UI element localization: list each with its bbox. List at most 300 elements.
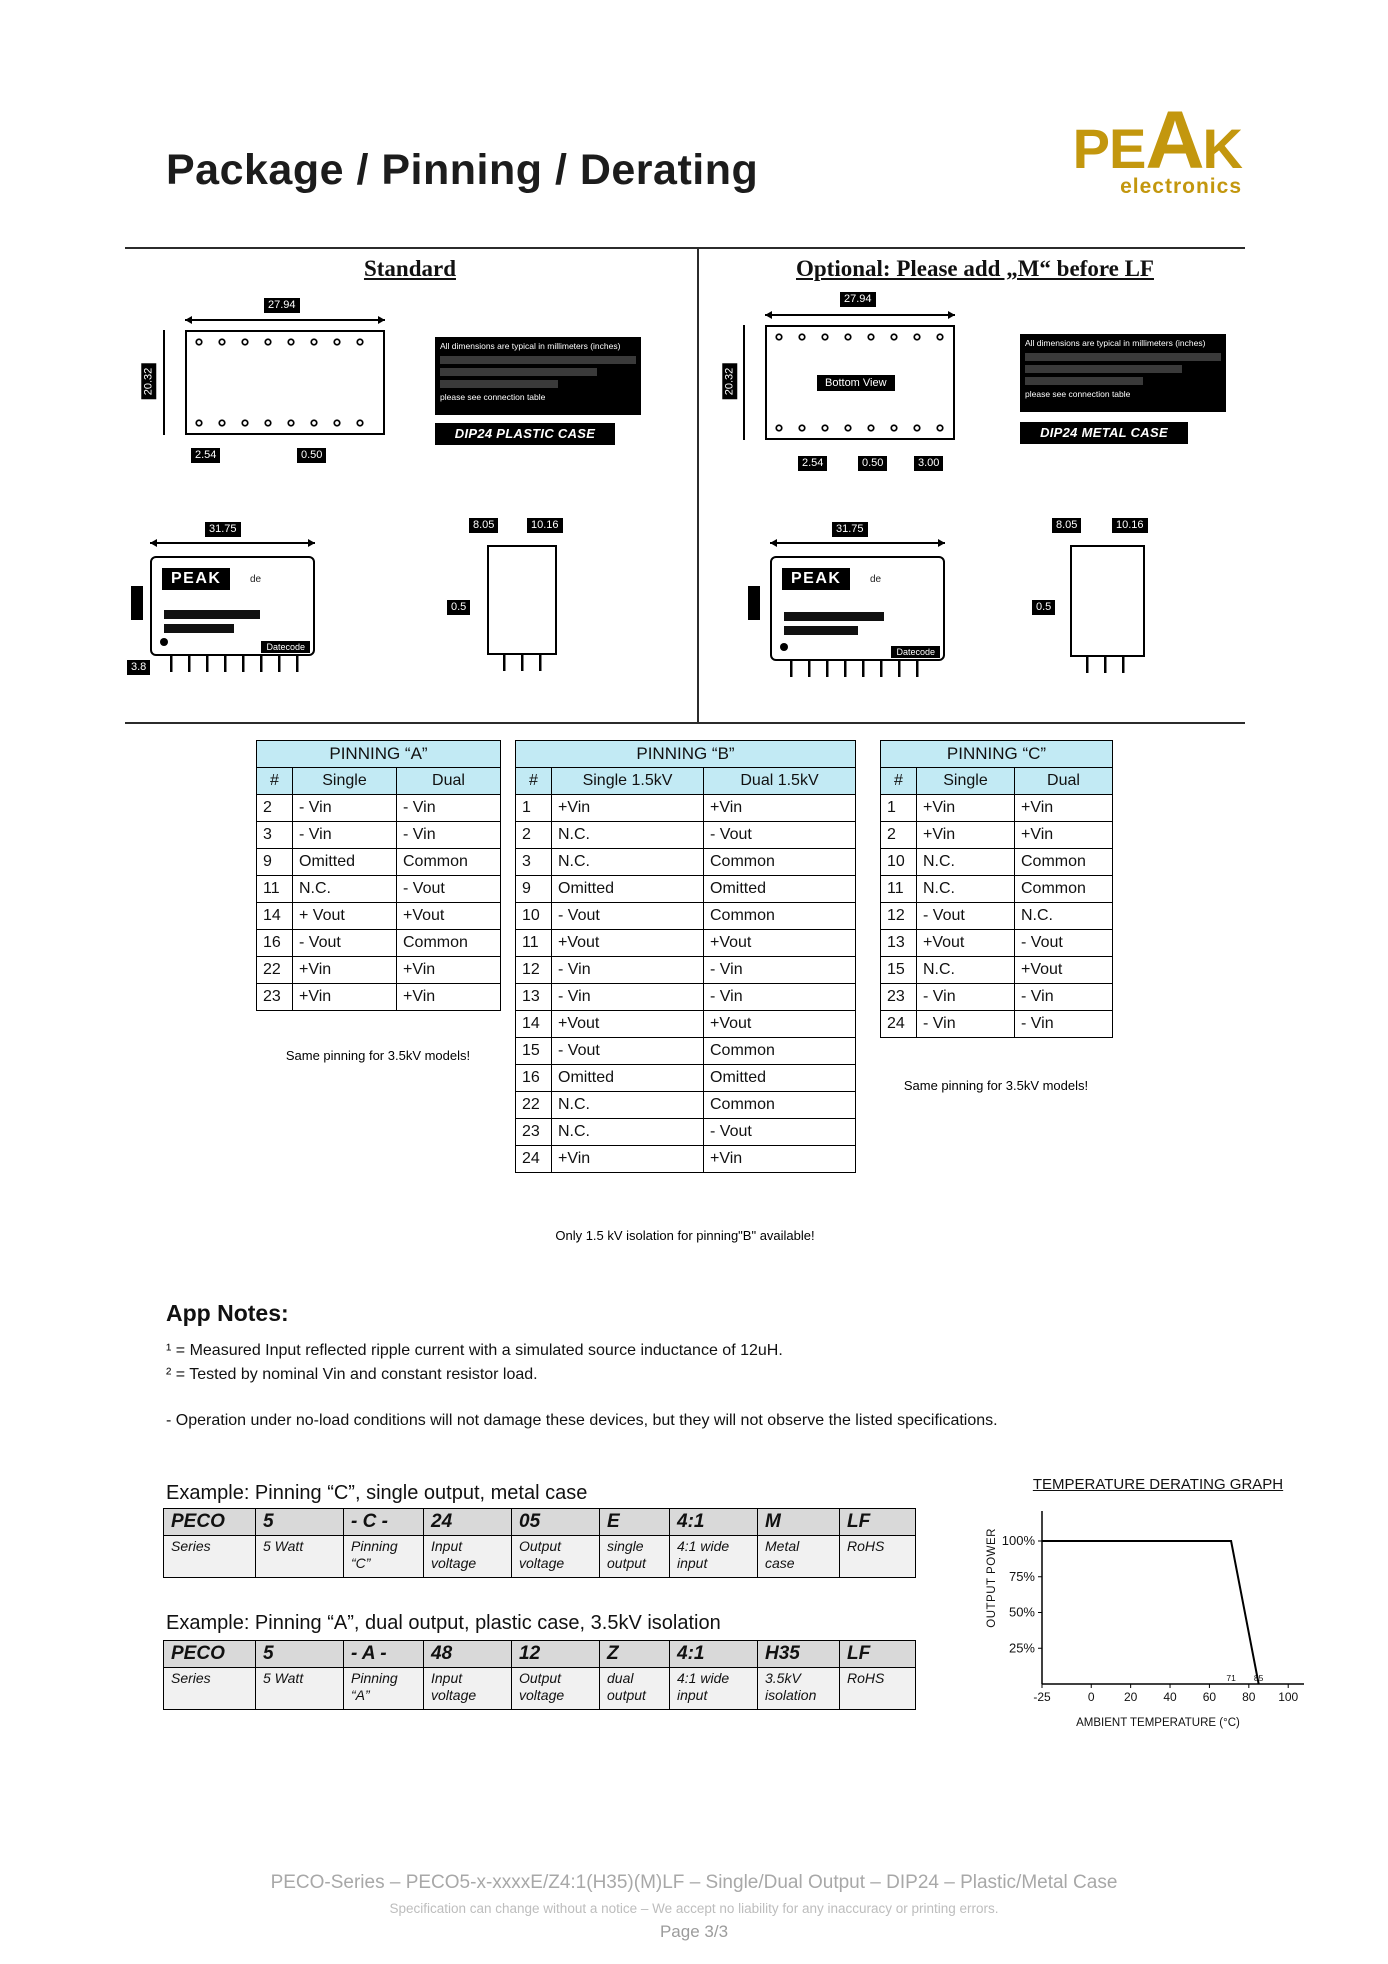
single-cell: N.C.: [552, 1119, 704, 1146]
dual-cell: +Vout: [704, 930, 856, 957]
example-1-table: [163, 1508, 916, 1578]
dim-label: 31.75: [205, 522, 241, 537]
single-cell: N.C.: [552, 1092, 704, 1119]
description-cell: Metal case: [758, 1536, 840, 1578]
code-cell: LF: [840, 1509, 916, 1536]
table-row: [881, 930, 1113, 957]
end-view: [487, 545, 557, 655]
pin-number-cell: 1: [881, 795, 917, 822]
pin1-marker: [160, 638, 168, 646]
logo-subtitle: electronics: [1120, 175, 1242, 198]
dimension-notes-block: [435, 337, 641, 415]
dual-cell: Common: [704, 903, 856, 930]
pin-holes-row: [195, 419, 375, 427]
dual-cell: +Vin: [1015, 795, 1113, 822]
pin-number-cell: 2: [516, 822, 552, 849]
redacted-text-bar: [164, 610, 260, 619]
column-divider: [697, 249, 699, 722]
single-cell: N.C.: [917, 876, 1015, 903]
single-cell: N.C.: [917, 957, 1015, 984]
table-row: [516, 1119, 856, 1146]
dual-cell: Common: [704, 849, 856, 876]
dimension-line: [185, 319, 385, 321]
pin-number-cell: 24: [516, 1146, 552, 1173]
pin-number-cell: 10: [881, 849, 917, 876]
table-row: [881, 822, 1113, 849]
code-cell: - A -: [344, 1641, 424, 1668]
single-cell: - Vout: [917, 903, 1015, 930]
table-row: [257, 903, 501, 930]
pin-number-cell: 1: [516, 795, 552, 822]
table-row: [881, 849, 1113, 876]
dim-label: 0.5: [1032, 600, 1055, 615]
svg-text:20: 20: [1123, 1690, 1138, 1704]
example-2-title: Example: Pinning “A”, dual output, plastic case, 3.5kV isolation: [166, 1612, 721, 1634]
dual-cell: Common: [1015, 876, 1113, 903]
datecode-label: Datecode: [261, 641, 310, 653]
pinning-a-title: PINNING “A”: [257, 741, 501, 768]
table-row: [881, 957, 1113, 984]
logo-letters-pe: PE: [1072, 117, 1146, 180]
description-cell: 4:1 wide input: [670, 1536, 758, 1578]
graph-title: TEMPERATURE DERATING GRAPH: [1032, 1476, 1284, 1493]
description-cell: Input voltage: [424, 1668, 512, 1710]
single-cell: - Vout: [552, 903, 704, 930]
description-cell: 5 Watt: [256, 1668, 344, 1710]
code-cell: 12: [512, 1641, 600, 1668]
single-cell: Omitted: [552, 876, 704, 903]
description-cell: 3.5kV isolation: [758, 1668, 840, 1710]
table-row: [516, 1146, 856, 1173]
svg-text:25%: 25%: [1008, 1640, 1035, 1656]
table-row: [516, 1038, 856, 1065]
pinning-c-title: PINNING “C”: [881, 741, 1113, 768]
svg-text:50%: 50%: [1008, 1604, 1035, 1620]
pin-number-cell: 2: [881, 822, 917, 849]
column-header: Dual: [1015, 768, 1113, 795]
label-fragment: de: [250, 574, 262, 585]
code-cell: 05: [512, 1509, 600, 1536]
derating-plot: [1002, 1499, 1314, 1717]
dim-label: 10.16: [1112, 518, 1148, 533]
description-cell: Input voltage: [424, 1536, 512, 1578]
table-title-row: [516, 741, 856, 768]
single-cell: +Vin: [552, 795, 704, 822]
pin-number-cell: 16: [516, 1065, 552, 1092]
peak-logo: [1008, 95, 1242, 198]
code-cell: - C -: [344, 1509, 424, 1536]
single-cell: + Vout: [293, 903, 397, 930]
dim-label: 27.94: [264, 298, 300, 313]
dim-label: 20.32: [141, 364, 156, 400]
table-header-row: [257, 768, 501, 795]
standard-heading: Standard: [363, 256, 457, 281]
side-view: [150, 556, 315, 656]
code-cell: 5: [256, 1641, 344, 1668]
single-cell: N.C.: [293, 876, 397, 903]
case-label: DIP24 METAL CASE: [1020, 422, 1188, 444]
table-row: [257, 930, 501, 957]
dim-label: 0.50: [858, 456, 887, 471]
standard-drawing: [125, 290, 695, 722]
single-cell: - Vout: [552, 1038, 704, 1065]
app-notes-heading: App Notes:: [166, 1300, 289, 1326]
page-title: Package / Pinning / Derating: [166, 146, 759, 194]
case-label: DIP24 PLASTIC CASE: [435, 423, 615, 445]
code-cell: M: [758, 1509, 840, 1536]
single-cell: +Vin: [293, 984, 397, 1011]
graph-y-axis-label: OUTPUT POWER: [986, 1528, 998, 1628]
table-row: [516, 849, 856, 876]
single-cell: +Vin: [917, 822, 1015, 849]
pin-number-cell: 2: [257, 795, 293, 822]
side-view: [770, 556, 945, 661]
table-row: [516, 822, 856, 849]
dim-blob: [748, 586, 760, 620]
table-row: [516, 957, 856, 984]
pin-number-cell: 23: [881, 984, 917, 1011]
dual-cell: - Vout: [704, 822, 856, 849]
table-row: [516, 984, 856, 1011]
pin-number-cell: 11: [516, 930, 552, 957]
dim-label: 20.32: [722, 364, 737, 400]
header-rule: [125, 247, 1245, 249]
optional-heading: Optional: Please add „M“ before LF: [796, 256, 1154, 281]
dim-label: 2.54: [191, 448, 220, 463]
app-note-2: ² = Tested by nominal Vin and constant resistor load.: [166, 1366, 538, 1383]
description-cell: 5 Watt: [256, 1536, 344, 1578]
code-cell: H35: [758, 1641, 840, 1668]
code-row: [164, 1641, 916, 1668]
peak-logo-small: [162, 568, 230, 590]
pin-number-cell: 12: [881, 903, 917, 930]
description-row: [164, 1668, 916, 1710]
pin-number-cell: 11: [881, 876, 917, 903]
pins: [170, 656, 300, 672]
dim-label: 0.50: [297, 448, 326, 463]
dual-cell: - Vin: [704, 957, 856, 984]
dimension-line: [765, 314, 955, 316]
dual-cell: Common: [704, 1092, 856, 1119]
pin-number-cell: 23: [516, 1119, 552, 1146]
dim-label: 0.5: [447, 600, 470, 615]
pins: [790, 661, 930, 677]
pinning-b-title: PINNING “B”: [516, 741, 856, 768]
redacted-text-bar: [1025, 377, 1143, 385]
single-cell: N.C.: [552, 822, 704, 849]
pin-number-cell: 13: [881, 930, 917, 957]
pin-number-cell: 3: [257, 822, 293, 849]
optional-drawing: [700, 290, 1270, 722]
table-row: [257, 984, 501, 1011]
dual-cell: +Vin: [397, 957, 501, 984]
description-cell: Pinning “C”: [344, 1536, 424, 1578]
temperature-derating-graph: [986, 1476, 1314, 1729]
pin-number-cell: 11: [257, 876, 293, 903]
single-cell: N.C.: [917, 849, 1015, 876]
top-view-metal: [765, 325, 955, 440]
description-cell: RoHS: [840, 1536, 916, 1578]
code-cell: LF: [840, 1641, 916, 1668]
dimension-line: [163, 330, 165, 435]
dim-label: 31.75: [832, 522, 868, 537]
redacted-text-bar: [1025, 365, 1182, 373]
code-cell: PECO: [164, 1509, 256, 1536]
pinning-c-note: Same pinning for 3.5kV models!: [903, 1078, 1089, 1093]
dual-cell: Common: [704, 1038, 856, 1065]
redacted-text-bar: [164, 624, 234, 633]
dim-blob: [131, 586, 143, 620]
table-row: [881, 1011, 1113, 1038]
table-row: [516, 1065, 856, 1092]
pin-holes-row: [775, 424, 945, 432]
description-cell: Series: [164, 1536, 256, 1578]
pin-number-cell: 24: [881, 1011, 917, 1038]
footer-series-line: PECO-Series – PECO5-x-xxxxE/Z4:1(H35)(M)LF – Single/Dual Output – DIP24 – Plastic/Metal Case: [270, 1872, 1118, 1893]
description-cell: RoHS: [840, 1668, 916, 1710]
redacted-text-bar: [784, 612, 884, 621]
code-row: [164, 1509, 916, 1536]
dimension-line: [150, 542, 315, 544]
dual-cell: +Vout: [704, 1011, 856, 1038]
datecode-label: Datecode: [891, 646, 940, 658]
single-cell: +Vout: [917, 930, 1015, 957]
app-note-1: ¹ = Measured Input reflected ripple current with a simulated source inductance of 12uH.: [166, 1342, 783, 1359]
pinning-b-note: Only 1.5 kV isolation for pinning"B" available!: [555, 1228, 815, 1243]
column-header: #: [257, 768, 293, 795]
peak-logo-small: [782, 568, 850, 590]
svg-text:-25: -25: [1033, 1690, 1051, 1704]
table-row: [257, 795, 501, 822]
table-row: [516, 903, 856, 930]
description-cell: Output voltage: [512, 1536, 600, 1578]
svg-text:100: 100: [1278, 1690, 1299, 1704]
dual-cell: Omitted: [704, 876, 856, 903]
redacted-text-bar: [440, 356, 636, 364]
dim-label: 27.94: [840, 292, 876, 307]
dual-cell: Omitted: [704, 1065, 856, 1092]
dimension-note-text: please see connection table: [440, 392, 546, 402]
dual-cell: - Vin: [397, 822, 501, 849]
pin-number-cell: 13: [516, 984, 552, 1011]
single-cell: +Vin: [293, 957, 397, 984]
single-cell: +Vin: [917, 795, 1015, 822]
dimension-line: [770, 542, 945, 544]
table-header-row: [516, 768, 856, 795]
pin-number-cell: 15: [516, 1038, 552, 1065]
pin-number-cell: 9: [257, 849, 293, 876]
dimension-notes-block: [1020, 334, 1226, 412]
dual-cell: - Vout: [397, 876, 501, 903]
table-row: [516, 1011, 856, 1038]
table-row: [881, 903, 1113, 930]
dual-cell: +Vin: [704, 795, 856, 822]
pin-holes-row: [195, 338, 375, 346]
description-cell: Series: [164, 1668, 256, 1710]
table-header-row: [881, 768, 1113, 795]
label-fragment: de: [870, 574, 882, 585]
dim-label: 10.16: [527, 518, 563, 533]
code-cell: 5: [256, 1509, 344, 1536]
svg-text:40: 40: [1163, 1690, 1177, 1704]
pin-number-cell: 12: [516, 957, 552, 984]
dual-cell: +Vin: [704, 1146, 856, 1173]
table-row: [516, 795, 856, 822]
table-title-row: [257, 741, 501, 768]
table-title-row: [881, 741, 1113, 768]
dual-cell: +Vin: [397, 984, 501, 1011]
bottom-view-label: Bottom View: [817, 375, 895, 391]
end-view: [1070, 545, 1145, 657]
single-cell: +Vin: [552, 1146, 704, 1173]
top-view: [185, 330, 385, 435]
description-row: [164, 1536, 916, 1578]
column-header: Single: [917, 768, 1015, 795]
dual-cell: +Vout: [1015, 957, 1113, 984]
table-row: [257, 876, 501, 903]
dual-cell: +Vin: [1015, 822, 1113, 849]
dual-cell: Common: [397, 849, 501, 876]
table-row: [516, 1092, 856, 1119]
table-row: [257, 822, 501, 849]
dual-cell: - Vout: [1015, 930, 1113, 957]
pin-number-cell: 15: [881, 957, 917, 984]
single-cell: - Vin: [293, 822, 397, 849]
graph-x-axis-label: AMBIENT TEMPERATURE (°C): [1076, 1717, 1240, 1729]
pin-number-cell: 22: [516, 1092, 552, 1119]
svg-text:0: 0: [1087, 1690, 1095, 1704]
dual-cell: Common: [1015, 849, 1113, 876]
redacted-text-bar: [440, 368, 597, 376]
example-2-table: [163, 1640, 916, 1710]
dimension-note-text: All dimensions are typical in millimeters (inches): [1025, 338, 1206, 348]
code-cell: PECO: [164, 1641, 256, 1668]
pin-number-cell: 3: [516, 849, 552, 876]
single-cell: - Vin: [552, 957, 704, 984]
single-cell: - Vin: [293, 795, 397, 822]
svg-text:60: 60: [1202, 1690, 1217, 1704]
code-cell: 24: [424, 1509, 512, 1536]
code-cell: 4:1: [670, 1509, 758, 1536]
svg-text:71: 71: [1226, 1673, 1236, 1683]
logo-letter-k: K: [1202, 117, 1242, 180]
single-cell: +Vout: [552, 1011, 704, 1038]
table-body: [881, 795, 1113, 1038]
dual-cell: N.C.: [1015, 903, 1113, 930]
pins: [1086, 657, 1131, 673]
code-cell: 48: [424, 1641, 512, 1668]
logo-letter-a: A: [1145, 95, 1203, 186]
pins: [503, 655, 543, 671]
footer-disclaimer: Specification can change without a notice – We accept no liability for any inaccuracy or printing errors.: [389, 1901, 999, 1916]
single-cell: N.C.: [552, 849, 704, 876]
dim-label: 3.00: [914, 456, 943, 471]
dual-cell: Common: [397, 930, 501, 957]
dimension-note-text: All dimensions are typical in millimeters (inches): [440, 341, 621, 351]
pin-number-cell: 16: [257, 930, 293, 957]
pin-holes-row: [775, 333, 945, 341]
column-header: Dual 1.5kV: [704, 768, 856, 795]
peak-logo-small-text: PEAK: [171, 570, 222, 587]
description-cell: Pinning “A”: [344, 1668, 424, 1710]
dual-cell: - Vin: [704, 984, 856, 1011]
single-cell: +Vout: [552, 930, 704, 957]
table-row: [881, 984, 1113, 1011]
pinning-b-table: [515, 740, 856, 1173]
svg-text:100%: 100%: [1002, 1533, 1035, 1548]
pin-number-cell: 22: [257, 957, 293, 984]
peak-logo-small-text: PEAK: [791, 570, 842, 587]
redacted-text-bar: [784, 626, 858, 635]
table-row: [257, 849, 501, 876]
pinning-c-table: [880, 740, 1113, 1038]
single-cell: - Vin: [917, 1011, 1015, 1038]
single-cell: Omitted: [293, 849, 397, 876]
pin-number-cell: 14: [516, 1011, 552, 1038]
pinning-a-table: [256, 740, 501, 1011]
single-cell: - Vout: [293, 930, 397, 957]
dual-cell: - Vin: [1015, 1011, 1113, 1038]
dual-cell: - Vout: [704, 1119, 856, 1146]
app-note-3: - Operation under no-load conditions will not damage these devices, but they will not observe the listed specifications.: [166, 1412, 998, 1429]
column-header: #: [881, 768, 917, 795]
table-body: [257, 795, 501, 1011]
svg-text:80: 80: [1242, 1690, 1256, 1704]
dual-cell: - Vin: [1015, 984, 1113, 1011]
description-cell: Output voltage: [512, 1668, 600, 1710]
dimension-line: [743, 325, 745, 440]
code-cell: Z: [600, 1641, 670, 1668]
pin-number-cell: 9: [516, 876, 552, 903]
column-header: Dual: [397, 768, 501, 795]
peak-logo-text: [1008, 95, 1242, 186]
pin1-marker: [780, 643, 788, 651]
dual-cell: - Vin: [397, 795, 501, 822]
code-cell: E: [600, 1509, 670, 1536]
drawings-bottom-rule: [125, 722, 1245, 724]
single-cell: Omitted: [552, 1065, 704, 1092]
pinning-a-note: Same pinning for 3.5kV models!: [285, 1048, 471, 1063]
dim-label: 3.8: [127, 660, 150, 675]
table-row: [881, 795, 1113, 822]
dim-label: 2.54: [798, 456, 827, 471]
dim-label: 8.05: [469, 518, 498, 533]
example-1-title: Example: Pinning “C”, single output, metal case: [166, 1482, 588, 1504]
redacted-text-bar: [440, 380, 558, 388]
description-cell: single output: [600, 1536, 670, 1578]
table-row: [257, 957, 501, 984]
table-body: [516, 795, 856, 1173]
column-header: Single 1.5kV: [552, 768, 704, 795]
pin-number-cell: 10: [516, 903, 552, 930]
column-header: Single: [293, 768, 397, 795]
description-cell: 4:1 wide input: [670, 1668, 758, 1710]
redacted-text-bar: [1025, 353, 1221, 361]
dual-cell: +Vout: [397, 903, 501, 930]
svg-text:75%: 75%: [1008, 1568, 1035, 1584]
table-row: [881, 876, 1113, 903]
pin-number-cell: 14: [257, 903, 293, 930]
pin-number-cell: 23: [257, 984, 293, 1011]
svg-text:85: 85: [1253, 1673, 1264, 1683]
single-cell: - Vin: [552, 984, 704, 1011]
footer-page-number: Page 3/3: [659, 1922, 729, 1941]
code-cell: 4:1: [670, 1641, 758, 1668]
description-cell: dual output: [600, 1668, 670, 1710]
dimension-note-text: please see connection table: [1025, 389, 1131, 399]
column-header: #: [516, 768, 552, 795]
dim-label: 8.05: [1052, 518, 1081, 533]
